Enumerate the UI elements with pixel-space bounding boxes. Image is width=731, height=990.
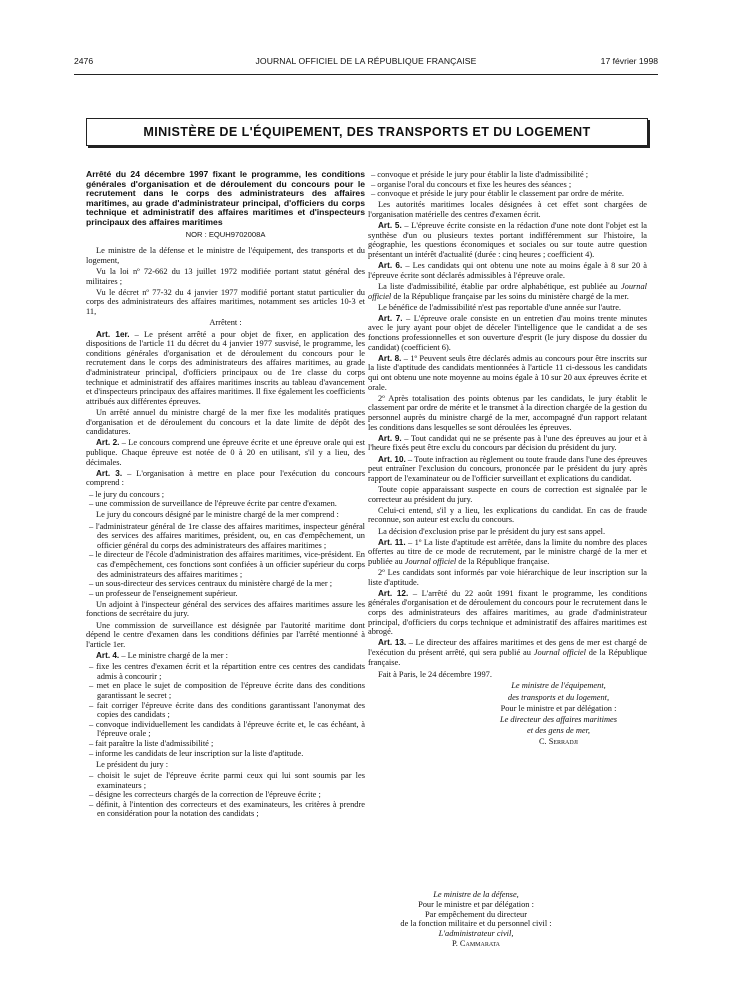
paragraph: La liste d'admissibilité, établie par ordre alphabétique, est publiée au Journal officiel de la République française par les soins du ministère chargé de la mer. [368,281,647,301]
article-5: Art. 5. – L'épreuve écrite consiste en la rédaction d'une note dont l'objet est la synthèse d'un ou plusieurs textes portant indifféremment sur l'histoire, la géographie, les questions économiques et sociales ou sur toute autre question présentant un intérêt d'actualité (durée : cinq heures ; coefficient 4). [368,221,647,259]
nor-reference: NOR : EQUH9702008A [185,229,266,239]
ministry-banner: MINISTÈRE DE L'ÉQUIPEMENT, DES TRANSPORTS ET DU LOGEMENT [86,118,648,146]
list-item: – fait corriger l'épreuve écrite dans des conditions garantissant l'anonymat des copies des candidats ; [86,701,365,720]
left-column [86,170,365,821]
signature-line: Pour le ministre et par délégation : [418,899,534,909]
list-item: – le directeur de l'école d'administration des affaires maritimes, vice-président. En cas d'empêchement, ces fonctions sont confiées à un officier supérieur du corps des administrateurs des affaires maritimes ; [86,550,365,579]
signatory-name: C. Serradji [538,737,579,747]
list-item: – convoque et préside le jury pour établir la liste d'admissibilité ; [368,170,647,180]
article-11: Art. 11. – 1º La liste d'aptitude est arrêtée, dans la limite du nombre des places offertes au titre de ce mode de recrutement, par le ministre chargé de la mer et publiée au Journal officiel de la République française. [368,537,647,566]
list-item: – convoque individuellement les candidats à l'épreuve écrite et, le cas échéant, à l'épreuve orale ; [86,720,365,739]
jury-list [86,522,365,599]
list-item: – convoque et préside le jury pour établir le classement par ordre de mérite. [368,189,647,199]
article-label: Art. 5. [378,221,402,231]
article-3-list [86,490,365,509]
decree-title: Arrêté du 24 décembre 1997 fixant le programme, les conditions générales d'organisation et de déroulement du concours pour le recrutement dans le corps des administrateurs des affaires maritimes, au grade d'administrateur principal, d'officiers du corps technique et administratif des affaires maritimes et d'inspecteurs principaux des affaires maritimes [86,169,365,227]
header-rule [74,74,658,75]
article-12: Art. 12. – L'arrêté du 22 août 1991 fixant le programme, les conditions générales d'organisation et de déroulement du concours pour le recrutement dans le corps des administrateurs des affaires maritimes, au grade d'administrateur principal, d'officiers du corps technique et administratif des affaires maritimes est abrogé. [368,588,648,637]
article-label: Art. 8. [378,353,402,363]
right-column [368,170,647,749]
signature-line: Le directeur des affaires maritimes [499,714,618,724]
article-label: Art. 6. [378,261,403,271]
paragraph: Un arrêté annuel du ministre chargé de la mer fixe les modalités pratiques d'organisation et de déroulement du concours et la date limite de dépôt des candidatures. [86,408,365,437]
paragraph: Toute copie apparaissant suspecte en cours de correction est signalée par le correcteur au président du jury. [368,484,647,504]
signature-line: de la fonction militaire et du personnel civil : [400,919,552,929]
paragraph: Le bénéfice de l'admissibilité n'est pas reportable d'une année sur l'autre. [378,302,622,312]
paragraph: Les autorités maritimes locales désignées à cet effet sont chargées de l'organisation matérielle des centres d'examen écrit. [368,200,647,219]
article-label: Art. 1er. [96,329,130,339]
article-6: Art. 6. – Les candidats qui ont obtenu une note au moins égale à 8 sur 20 à l'épreuve écrite sont déclarés admissibles à l'épreuve orale. [368,261,647,280]
signature-block-defense [372,890,580,949]
page-header [74,56,658,68]
article-13: Art. 13. – Le directeur des affaires maritimes et des gens de mer est chargé de l'exécution du présent arrêté, qui sera publié au Journal officiel de la République française. [368,638,648,667]
article-3: Art. 3. – L'organisation à mettre en place pour l'exécution du concours comprend : [86,468,365,488]
list-item: – définit, à l'intention des correcteurs et des examinateurs, les critères à prendre en considération pour la notation des candidats ; [86,800,365,819]
signatory-name: P. Cammarata [451,938,501,948]
list-item: – désigne les correcteurs chargés de la correction de l'épreuve écrite ; [86,790,365,800]
paragraph: Le jury du concours désigné par le ministre chargé de la mer comprend : [96,510,339,520]
paragraph: 2º Après totalisation des points obtenus par les candidats, le jury établit le classement par ordre de mérite et le transmet à la direction chargée de la gestion du personnel auprès du ministre chargé de la mer, accompagné d'un rapport relatant les conditions dans lesquelles se sont déroulées les épreuves. [368,393,647,432]
signature-line: Le ministre de la défense, [433,890,519,899]
article-4: Art. 4. – Le ministre chargé de la mer : [96,651,228,661]
list-item: – choisit le sujet de l'épreuve écrite parmi ceux qui lui sont soumis par les examinateurs ; [86,771,365,790]
paragraph: 2º Les candidats sont informés par voie hiérarchique de leur inscription sur la liste d'aptitude. [368,568,647,587]
signature-line: Le ministre de l'équipement, [511,681,606,691]
list-item: – met en place le sujet de composition de l'épreuve écrite dans des conditions garantissant le secret ; [86,681,365,700]
article-label: Art. 9. [378,433,402,443]
paragraph: Vu le décret nº 77-32 du 4 janvier 1977 modifié portant statut particulier du corps des administrateurs des affaires maritimes, notamment ses articles 10-3 et 11, [86,287,365,316]
signature-block-equipement [460,681,647,747]
article-label: Art. 12. [378,588,409,598]
list-item: – une commission de surveillance de l'épreuve écrite par centre d'examen. [86,499,365,509]
signature-line: des transports et du logement, [507,692,610,702]
signature-line: Pour le ministre et par délégation : [500,703,617,713]
president-list-continued [368,170,647,199]
list-item: – un professeur de l'enseignement supérieur. [86,589,365,599]
paragraph: La décision d'exclusion prise par le président du jury est sans appel. [378,526,606,536]
article-1: Art. 1er. – Le présent arrêté a pour objet de fixer, en application des dispositions de l'article 11 du décret du 4 janvier 1977 susvisé, le programme, les conditions générales d'organisation et de déroulement du concours pour le recrutement dans le corps des administrateurs des affaires maritimes, au grade d'administrateur principal, d'officiers principaux ou de 1re classe du corps technique et administratif des affaires maritimes inscrits au tableau d'avancement et d'inspecteurs principaux des affaires maritimes. Il fixe également les coefficients attribués aux différentes épreuves. [86,329,366,406]
article-4-list [86,662,365,758]
list-item: – fixe les centres d'examen écrit et la répartition entre ces centres des candidats admis à concourir ; [86,662,365,681]
president-list [86,771,365,819]
article-label: Art. 11. [378,537,406,547]
article-label: Art. 13. [378,638,407,648]
article-label: Art. 2. [96,438,120,448]
signature-line: et des gens de mer, [526,726,591,736]
paragraph: Vu la loi nº 72-662 du 13 juillet 1972 modifiée portant statut général des militaires ; [86,266,365,286]
journal-title: JOURNAL OFFICIEL DE LA RÉPUBLIQUE FRANÇAISE [255,56,477,66]
fait-a-paris: Fait à Paris, le 24 décembre 1997. [378,670,492,680]
paragraph: Un adjoint à l'inspecteur général des services des affaires maritimes assure les fonctions de secrétaire du jury. [86,599,365,619]
page-number: 2476 [74,56,94,66]
list-item: – organise l'oral du concours et fixe les heures des séances ; [368,180,647,190]
paragraph: Celui-ci entend, s'il y a lieu, les explications du candidat. En cas de fraude reconnue, son auteur est exclu du concours. [368,505,647,525]
paragraph: Une commission de surveillance est désignée par l'autorité maritime dont dépend le centre d'examen dans les conditions définies par l'arrêté mentionné à l'article 1er. [86,620,365,649]
signature-line: Par empêchement du directeur [424,909,528,919]
article-label: Art. 4. [96,651,120,661]
list-item: – le jury du concours ; [86,490,365,500]
paragraph: Le président du jury : [96,759,169,769]
article-10: Art. 10. – Toute infraction au règlement ou toute fraude dans l'une des épreuves peut entraîner l'exclusion du concours, prononcée par le président du jury après rapport de l'examinateur ou de l'officier surveillant et explications du candidat. [368,454,647,483]
signature-line: L'administrateur civil, [438,929,514,939]
arretent-heading: Arrêtent : [209,318,242,328]
article-8: Art. 8. – 1º Peuvent seuls être déclarés admis au concours pour être inscrits sur la liste d'aptitude des candidats mentionnées à l'article 11 ci-dessous les candidats qui ont obtenu une note moyenne au moins égale à 10 sur 20 aux épreuves écrite et orale. [368,353,647,392]
article-label: Art. 10. [378,454,406,464]
article-label: Art. 7. [378,313,403,323]
list-item: – un sous-directeur des services centraux du ministère chargé de la mer ; [86,579,365,589]
article-label: Art. 3. [96,468,123,478]
issue-date: 17 février 1998 [600,56,658,66]
list-item: – fait paraître la liste d'admissibilité ; [86,739,365,749]
paragraph: Le ministre de la défense et le ministre de l'équipement, des transports et du logement, [86,246,365,265]
list-item: – informe les candidats de leur inscription sur la liste d'aptitude. [86,749,365,759]
article-2: Art. 2. – Le concours comprend une épreuve écrite et une épreuve orale qui est publique. Chaque épreuve est notée de 0 à 20 en utilisant, s'il y a lieu, des décimales. [86,438,365,467]
list-item: – l'administrateur général de 1re classe des affaires maritimes, inspecteur général des services des affaires maritimes, président, ou, en cas d'empêchement, un officier général du corps des administrateurs des affaires maritimes ; [86,522,365,551]
article-7: Art. 7. – L'épreuve orale consiste en un entretien d'au moins trente minutes avec le jury ayant pour objet de déceler l'intelligence que le candidat a de ses fonctions professionnelles et son ouverture d'esprit (le jury dispose du dossier du candidat) (coefficient 6). [368,313,647,352]
article-9: Art. 9. – Tout candidat qui ne se présente pas à l'une des épreuves au jour et à l'heure fixés peut être exclu du concours par décision du président du jury. [368,433,647,453]
